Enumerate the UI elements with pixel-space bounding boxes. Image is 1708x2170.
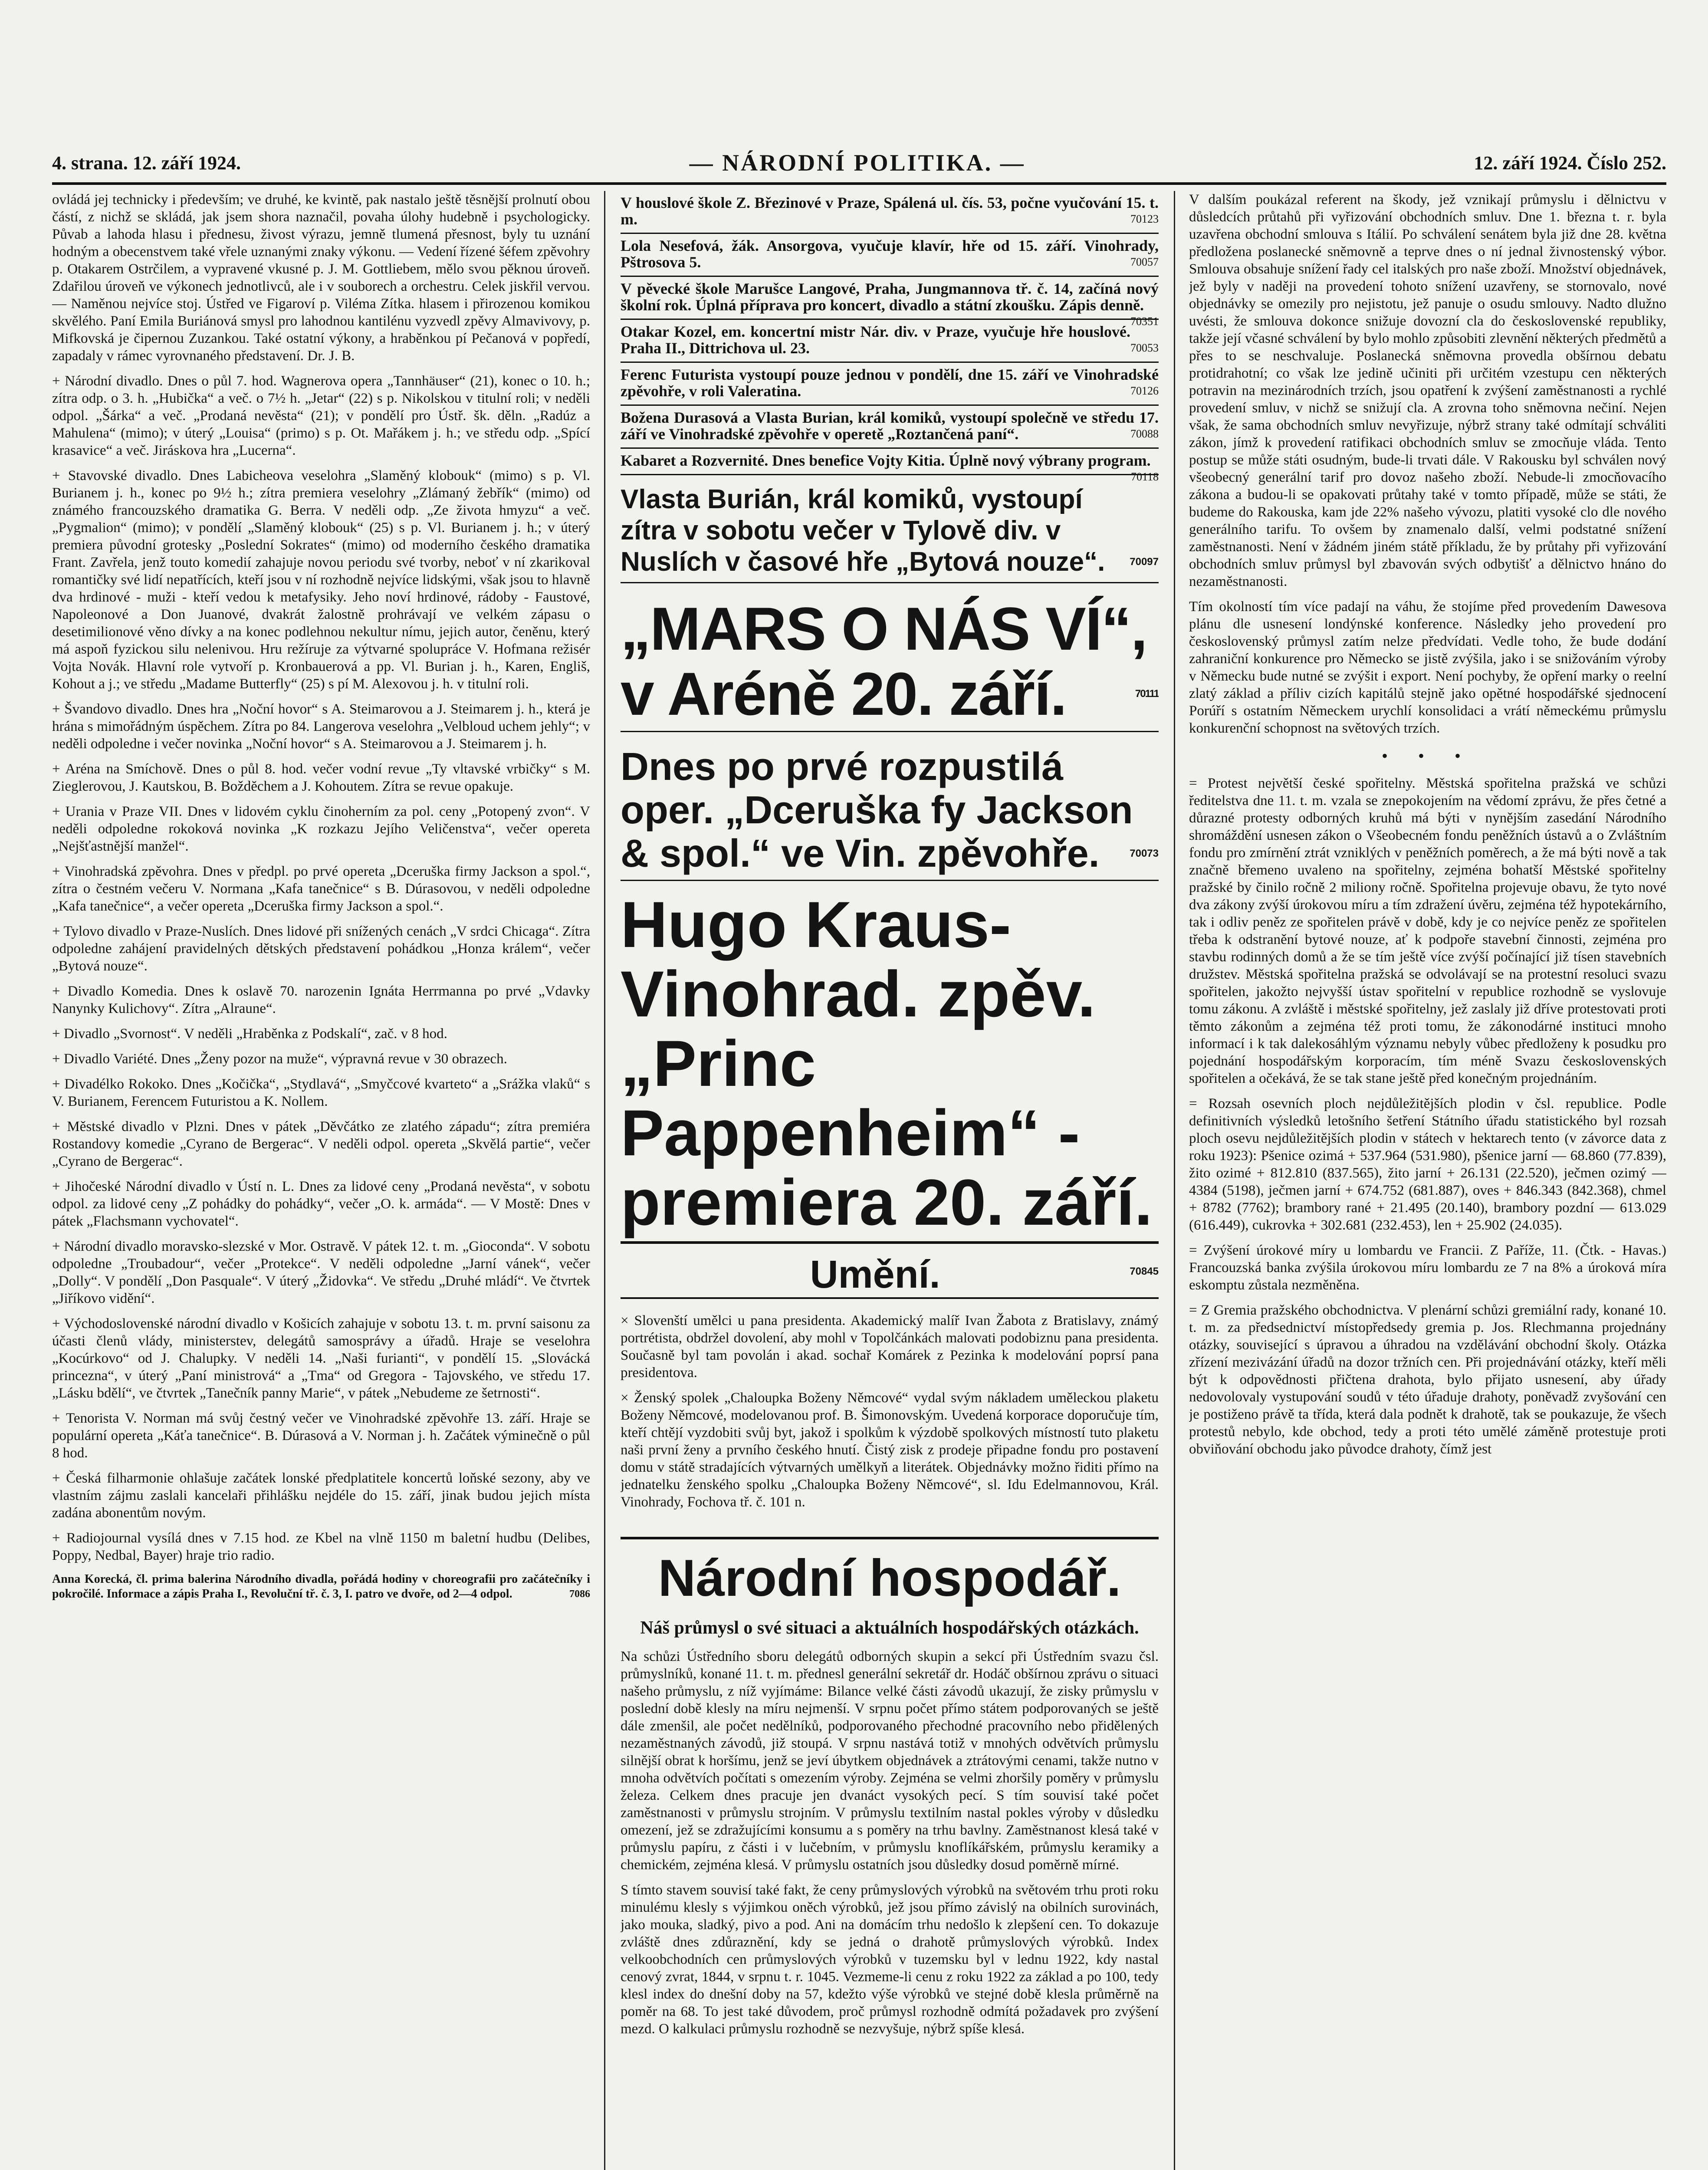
section-title-hospodar: Národní hospodář.: [621, 1537, 1159, 1608]
newspaper-page: [52, 143, 1666, 2170]
classified-ad: [621, 406, 1159, 449]
ad-text: Božena Durasová a Vlasta Burian, král komiků, vystoupí společně ve středu 17. září ve Vinohradské zpěvohře v operetě „Roztančená paní“.: [621, 409, 1159, 443]
article-paragraph: = Protest největší české spořitelny. Městská spořitelna pražská ve schůzi ředitelstva dne 11. t. m. vzala se znepokojením na vědomí zprávu, že přes četné a důrazné protesty odborných kruhů má býti v nynějším zasedání Národního shromáždění usnesen zákon o Všeobecném fondu peněžních ústavů a o Zvláštním fondu pro zmírnění ztrát vzniklých v peněžních poměrech, a že má býti nově a tak značně břemeno uvaleno na spořitelny, zejména bohatší Městské spořitelny pražské by činilo ročně 2 miliony ročně. Spořitelna projevuje obavu, že tyto nové dva zákony zvýší úrokovou míru a tím zdražení úvěru, zejména též hypotekárního, tak i odliv peněz ze spořitelen právě v době, kdy je co nejvíce peněz ze spořitelen třeba k odstranění bytové nouze, ať k podpoře stavební činnosti, zejména pro stavbu rodinných domů a že se tím ještě více zvýší počínající již tísen stavebních družstev. Městská spořitelna pražská se odvolávají se na protestní resoluci svazu spořitelen, jakožto nejvyšší ústav spořitelní v republice rozhodně se vyslovuje tomu zákonu. A zvláště i městské spořitelny, jež zaslaly již dříve protestovati proti těmto zákonům a zejména též proti tomu, že zákonodárné instituci mnoho informací i k tak dalekosáhlým významu nebyly vůbec předloženy k posudku pro pojednání hospodářským korporacím, tím méně Svazu československých spořitelen a očekává, že se tak stane ještě před konečným projednáním.: [1189, 776, 1666, 1086]
ad-number: 70123: [1130, 213, 1159, 225]
ad-text: „MARS O NÁS VÍ“, v Aréně 20. září.: [621, 595, 1147, 728]
article-paragraph: + Švandovo divadlo. Dnes hra „Noční hovor“ s A. Steimarovou a J. Steimarem j. h., která je hrána s mimořádným úspěchem. Zítra po 84. Langerova veselohra „Velbloud uchem jehly“; v neděli odpoledne i večer novinka „Noční hovor“ s A. Steimarovou a J. Steimarem j. h.: [52, 701, 590, 752]
article-paragraph: = Z Gremia pražského obchodnictva. V plenární schůzi gremiální rady, konané 10. t. m. za předsednictví místopředsedy gremia p. Jos. Rlechmanna projednány otázky, související s úpravou a úhradou na vzdělávání obchodní školy. Otázka zřízení mezivázání úřadů na dozor tržních cen. Při projednávání otázky, kteří měli být k odpovědnosti přičtena drahota, bylo přijato usnesení, aby úřady nedovolovaly vystupování soudů v této úřaduje drahoty, poněvadž zvyšování cen je postiženo právě ta třída, která dala podnět k drahotě, tak se poukazuje, že všech protestů nebylo, kde obchod, tedy a proti této umělé záměně protestuje proti obviňování obchodu jako původce drahoty, čímž jest: [1189, 1302, 1666, 1457]
article-paragraph: S tímto stavem souvisí také fakt, že ceny průmyslových výrobků na světovém trhu proti roku minulému klesly s výjimkou oněch výrobků, jež jsou přímo závislý na obilních surovinách, jako mouka, sladký, pivo a pod. Ani na domácím trhu nedošlo k zlepšení cen. To dokazuje zvláště dnes zdůraznění, kdy se jedná o drahotě průmyslových výrobků. Index velkoobchodních cen průmyslových výrobků v tuzemsku byl v lednu 1922, kdy nastal cenový zvrat, 1844, v srpnu t. r. 1045. Vezmeme-li cenu z roku 1922 za základ a po 100, tedy klesl index do dnešní doby na 57, kdežto výše výrobků ve stejné době klesla průměrně na poměr na 68. To jest také důvodem, proč průmysl rozhodně odmítá požadavek pro zvýšení mezd. O kalkulaci průmyslu rozhodně se nezvyšuje, nýbrž spíše klesá.: [621, 1882, 1159, 2037]
article-paragraph: V dalším poukázal referent na škody, jež vznikají průmyslu i dělnictvu v důsledcích průtahů při vyřizování obchodních smluv. Dne 1. března t. r. byla uzavřena obchodní smlouva s Itálií. Po schválení senátem byla již dne 28. května předložena poslanecké sněmovně a teprve dnes o ní jednal živnostenský výbor. Smlouva obsahuje snížení řady cel italských pro naše zboží. Množství objednávek, jež byly v naději na provedení tohoto snížení uzavřeny, se stornovalo, nové objednávky se omezily pro nejistotu, jež panuje o osudu smlouvy. Nadto dlužno uvésti, že smlouva dokonce snižuje dovozní cla do československé republiky, takže její včasné schválení by bylo mohlo způsobiti zlevnění některých předmětů a přes to se neschvaluje. Poslanecká sněmovna provedla obšírnou debatu protidrahotní; co však lze jedině učiniti při určitém vzestupu cen některých potravin na mezinárodních trzích, jsou opatření k zvýšení zaměstnanosti a rychlé provedení smluv, v nichž se snižují cla. A zrovna toho sněmovna nečiní. Nejen však, že sama obchodních smluv nevyřizuje, nýbrž strany také odmítají schváliti zákon, jímž k provedení ratifikaci obchodních smluv se zmocňuje vláda. Tento postup se může státi osudným, bude-li trvati dále. V Rakousku byl schválen nový všeobecný generální tarif pro dovoz našeho zboží. Nebude-li zmocňovacího zákona a budou-li se opakovati průtahy také v tomto případě, může se státi, že budeme do Rakouska, kam jde 22% našeho vývozu, platiti vysoké clo dle nového generálního tarifu. To ovšem by znamenalo další, velmi podstatné snížení zaměstnanosti. Není v žádném jiném státě příkladu, že by průtahy při vyřizování obchodních smluv průmysl byl zbavován svých odbytišť a dělnictvo hnáno do nezaměstnanosti.: [1189, 192, 1666, 589]
classified-ad: [621, 277, 1159, 328]
header-left: 4. strana. 12. září 1924.: [52, 152, 241, 174]
classified-ad: [621, 191, 1159, 234]
article-paragraph: + Stavovské divadlo. Dnes Labicheova veselohra „Slaměný klobouk“ (mimo) s p. Vl. Burianem j. h., konec po 9½ h.; zítra premiera veselohry „Zlámaný žebřík“ (mimo) od známého francouzského dramatika G. Berra. V neděli odp. „Ze života hmyzu“ a več. „Pygmalion“ (mimo); v pondělí „Slaměný klobouk“ (25) s p. Vl. Burianem j. h.; v úterý premiera původní grotesky „Poslední Sokrates“ (mimo) od moderního českého dramatika Frant. Zavřela, jenž touto komedií zahajuje novou periodu své tvorby, neboť v ní zkarikoval romantičky své lidí nepatřících, kteří jsou v ní rozhodně nejvíce lidskými, však jsou to hlavně dva hrdinové - muži - kteří vedou k metafysiky. Jeho noví hrdinové, rádoby - Faustové, Napoleonové a Don Juanové, dvakrát žalostně prohrávají ve velkém zápasu o desetimilionové věno dívky a na konec podlehnou nekultur nímu, jejich autor, čeněnu, který má aspoň fyzickou silu nelenivou. Hru režíruje za výtvarné spolupráce V. Hofmana režisér Vojta Novák. Hlavní role vytvoří p. Kronbauerová a pp. Vl. Burian j. h., Karen, Engliš, Kohout a j.; ve středu „Madame Butterfly“ (25) s pí M. Alexovou j. h. v titulní roli.: [52, 468, 590, 692]
ad-text: Anna Korecká, čl. prima balerina Národního divadla, pořádá hodiny v choreografii pro začátečníky i pokročilé. Informace a zápis Praha I., Revoluční tř. č. 3, I. patro ve dvoře, od 2—4 odpol.: [52, 1572, 590, 1601]
ad-number: 70053: [1130, 342, 1159, 354]
ad-dceruska: [621, 745, 1159, 881]
article-paragraph: + Česká filharmonie ohlašuje začátek lonské předplatitele koncertů loňské sezony, aby ve vlastním zájmu zaslali kancelaři přihlášku nejdéle do 15. září, jinak budou jejich místa zadána abonentům novým.: [52, 1470, 590, 1521]
article-paragraph: + Jihočeské Národní divadlo v Ústí n. L. Dnes za lidové ceny „Prodaná nevěsta“, v sobotu odpol. za lidové ceny „Z pohádky do pohádky“, večer „O. k. armáda“. — V Mostě: Dnes v pátek „Flachsmann vychovatel“.: [52, 1179, 590, 1229]
ad-number: 70351: [1130, 315, 1159, 328]
ad-text: Ferenc Futurista vystoupí pouze jednou v pondělí, dne 15. září ve Vinohradské zpěvohře, v roli Valeratina.: [621, 366, 1159, 400]
ad-text: V pěvecké škole Marušce Langové, Praha, Jungmannova tř. č. 14, začíná nový školní rok. Úplná příprava pro koncert, divadlo a státní zkoušku. Zápis denně.: [621, 280, 1159, 314]
ad-text: Dnes po prvé rozpustilá oper. „Dceruška fy Jackson & spol.“ ve Vin. zpěvohře.: [621, 745, 1133, 875]
article-headline: Náš průmysl o své situaci a aktuálních hospodářských otázkách.: [640, 1618, 1139, 1638]
ad-number: 70073: [1130, 848, 1159, 859]
ad-text: Hugo Kraus-Vinohrad. zpěv. „Princ Pappenheim“ - premiera 20. září.: [621, 888, 1153, 1239]
article-paragraph: + Divadlo Komedia. Dnes k oslavě 70. narozenin Ignáta Herrmanna po prvé „Vdavky Nanynky Kulichovy“. Zítra „Alraune“.: [52, 983, 590, 1016]
article-paragraph: + Urania v Praze VII. Dnes v lidovém cyklu činoherním za pol. ceny „Potopený zvon“. V neděli odpoledne rokoková novinka „K rozkazu Jejího Veličenstva“, večer opereta „Nejšťastnější manžel“.: [52, 804, 590, 854]
article-paragraph: + Divadélko Rokoko. Dnes „Kočička“, „Stydlavá“, „Smyčcové kvarteto“ a „Srážka vlaků“ s V. Burianem, Ferencem Futuristou a K. Nollem.: [52, 1076, 590, 1109]
article-paragraph: + Vinohradská zpěvohra. Dnes v předpl. po prvé opereta „Dceruška firmy Jackson a spol.“, zítra o čestném večeru V. Normana „Kafa tanečnice“ s B. Dúrasovou, v neděli odpoledne „Kafa tanečnice“, a večer opereta „Dceruška firmy Jackson a spol.“.: [52, 864, 590, 914]
classified-ad: [621, 363, 1159, 406]
column-theatre: [52, 191, 590, 2170]
masthead-title: — NÁRODNÍ POLITIKA. —: [689, 150, 1025, 176]
classified-ad: [621, 234, 1159, 277]
ad-number: 70097: [1130, 556, 1159, 568]
header-right: 12. září 1924. Číslo 252.: [1474, 152, 1666, 174]
page-header: [52, 143, 1666, 185]
column-ads-and-arts: [621, 191, 1159, 2170]
article-paragraph: + Národní divadlo. Dnes o půl 7. hod. Wagnerova opera „Tannhäuser“ (21), konec o 10. h.; zítra odp. o 3. h. „Hubička“ a več. o 7½ h. „Jetar“ (22) s p. Nikolskou v titulní roli; v neděli odpol. „Šárka“ a več. „Prodaná nevěsta“ (21); v pondělí pro Ústř. šk. děln. „Radúz a Mahulena“ (mimo); v úterý „Louisa“ (primo) s p. Ot. Mařákem j. h.; ve středu odp. „Spící krasavice“ a več. Jiráskova hra „Lucerna“.: [52, 373, 590, 458]
ad-number: 70126: [1130, 385, 1159, 397]
article-paragraph: + Tenorista V. Norman má svůj čestný večer ve Vinohradské zpěvohře 13. září. Hraje se populární opereta „Káťa tanečnice“. B. Dúrasová a V. Norman j. h. Začátek výminečně o půl 8 hod.: [52, 1410, 590, 1461]
classified-ad: [621, 449, 1159, 483]
ad-number: 70088: [1130, 427, 1159, 440]
ad-text: Lola Nesefová, žák. Ansorgova, vyučuje klavír, hře od 15. září. Vinohrady, Pštrosova 5.: [621, 237, 1159, 271]
ad-text: Vlasta Burián, král komiků, vystoupí zítra v sobotu večer v Tylově div. v Nuslích v časové hře „Bytová nouze“.: [621, 484, 1105, 577]
article-paragraph: + Tylovo divadlo v Praze-Nuslích. Dnes lidové při snížených cenách „V srdci Chicaga“. Zítra odpoledne zahájení pravidelných dětských představení pohádkou „Honza králem“, večer „Bytová nouze“.: [52, 924, 590, 974]
classified-ad: [52, 1572, 590, 1601]
article-paragraph: Tím okolností tím více padají na váhu, že stojíme před provedením Dawesova plánu dle usnesení londýnské konference. Následky jeho provedení pro československý průmysl zatím nelze předvídati. Vedle toho, že bude dodání zahraniční konkurence pro Německo se jistě zvýšila, jako i se snižováním výroby v Německu bude nutné se zvýšit i export. Není pochyby, že opření marky o reelní zlatý základ a příliv cizích kapitálů stejně jako opětné hospodářské sjednocení Porúří s ostatním Německem urychlí konsolidaci a vrátí německému průmyslu konkurenční schopnost na světových trzích.: [1189, 599, 1666, 736]
ad-text: Kabaret a Rozvernité. Dnes benefice Vojty Kitia. Úplně nový výbrany program.: [621, 452, 1151, 469]
section-title-umeni: Umění.: [621, 1253, 1159, 1299]
ad-text: Otakar Kozel, em. koncertní mistr Nár. div. v Praze, vyučuje hře houslové. Praha II., Dittrichova ul. 23.: [621, 323, 1130, 357]
article-paragraph: + Městské divadlo v Plzni. Dnes v pátek „Děvčátko ze zlatého západu“; zítra premiéra Rostandovy komedie „Cyrano de Bergerac“. V neděli odpol. opereta „Skvělá partie“, večer „Cyrano de Bergerac“.: [52, 1119, 590, 1169]
ad-number: 7086: [569, 1588, 590, 1600]
separator-stars: • • •: [1381, 746, 1474, 766]
ad-burian: [621, 484, 1159, 583]
article-paragraph: ovládá jej technicky i především; ve druhé, ke kvintě, pak nastalo ještě těsnější prolnutí obou částí, z nichž se skládá, jak jsem shora naznačil, povaha úlohy hudebně i psychologicky. Půvab a lahoda hlasu i přednesu, živost výrazu, jemně tlumená přesnost, byly tu uznání hodným a obecenstvem také vřele uznanými znaky výkonu. — Vedení řízené šéfem zpěvohry p. Otakarem Ostrčilem, a vypravené vkusné p. J. M. Gottliebem, mělo svou pěknou úroveň. Zdařilou úroveň ve výkonech jednotlivců, ale i v souborech a orchestru. Celek jiskřil vervou. — Naměnou nejvíce stoj. Ústřed ve Figaroví p. Viléma Zítka. hlasem i přirozenou komikou skvělého. Paní Emila Buriánová smysl pro lahodnou kantilénu vyzvedl zpěvy Almavivovy, p. Mifkovská je čipernou Zuzankou. Také ostatní výkony, a hraběnkou pí Pečanová v popředí, zapadaly v rámec vyrovnaného představení. Dr. J. B.: [52, 192, 590, 364]
article-paragraph: = Rozsah osevních ploch nejdůležitějších plodin v čsl. republice. Podle definitivních výsledků letošního šetření Státního úřadu statistického byl rozsah ploch osevu nejdůležitějších plodin v státech v hektarech tento (v závorce data z roku 1923): Pšenice ozimá + 537.964 (531.980), pšenice jarní — 68.860 (77.839), žito ozimé + 812.810 (837.565), žito jarní + 26.131 (22.520), ječmen ozimý — 4384 (5198), ječmen jarní + 674.752 (681.887), oves + 846.343 (842.368), chmel + 8782 (7762); brambory rané + 21.495 (20.140), brambory pozdní — 613.029 (616.449), cukrovka + 302.681 (232.453), len + 25.902 (24.035).: [1189, 1096, 1666, 1233]
article-paragraph: + Národní divadlo moravsko-slezské v Mor. Ostravě. V pátek 12. t. m. „Gioconda“. V sobotu odpoledne „Troubadour“, večer „Protekce“. V neděli odpoledne „Jarní vánek“, večer „Dolly“. V pondělí „Don Pasquale“. V úterý „Židovka“. Ve středu „Druhé mládí“. Ve čtvrtek „Jiříkovo vidění“.: [52, 1239, 590, 1306]
article-paragraph: + Radiojournal vysílá dnes v 7.15 hod. ze Kbel na vlně 1150 m baletní hudbu (Delibes, Poppy, Nedbal, Bayer) hraje trio radio.: [52, 1530, 590, 1563]
classified-ads: [621, 191, 1159, 483]
article-paragraph: + Východoslovenské národní divadlo v Košicích zahajuje v sobotu 13. t. m. první saisonu za účasti členů vlády, ministerstev, delegátů samosprávy a úřadů. Hraje se veselohra „Kocúrkovo“ od J. Chalupky. V neděli 14. „Naši furianti“, v pondělí 15. „Slovácká princezna“, v úterý „Paní ministrová“ a „Tma“ od Gregora - Tajovského, ve středu 17. „Lásku bdělí“, ve čtvrtek „Tanečník panny Marie“, v pátek „Nebudeme ze šetrnosti“.: [52, 1316, 590, 1401]
classified-ad: [621, 320, 1159, 363]
ad-mars: [621, 596, 1159, 732]
article-paragraph: × Slovenští umělci u pana presidenta. Akademický malíř Ivan Žabota z Bratislavy, známý portrétista, obdržel dovolení, aby mohl v Topolčánkách malovati podobiznu pana presidenta. Současně byl tam povolán i akad. sochař Komárek z Pezinka k modelování poprsí pana presidentova.: [621, 1313, 1159, 1381]
article-paragraph: + Divadlo „Svornost“. V neděli „Hraběnka z Podskalí“, zač. v 8 hod.: [52, 1026, 447, 1042]
ad-number: 70057: [1130, 256, 1159, 268]
ad-text: V houslové škole Z. Březinové v Praze, Spálená ul. čís. 53, počne vyučování 15. t. m.: [621, 194, 1159, 228]
column-rule: [604, 191, 605, 2170]
article-paragraph: + Divadlo Variété. Dnes „Ženy pozor na muže“, výpravná revue v 30 obrazech.: [52, 1051, 507, 1067]
article-paragraph: × Ženský spolek „Chaloupka Boženy Němcové“ vydal svým nákladem uměleckou plaketu Boženy Němcové, modelovanou prof. B. Šimonovským. Uvedená korporace doporučuje tím, kteří chtějí vyzdobiti svůj byt, jakož i spolkům k výzdobě spolkových místností tuto plaketu naši první ženy a prvního českého hnutí. Čistý zisk z prodeje připadne fondu pro postavení domu v státě stradajících výtvarných umělkyň a literátek. Objednávky možno řiditi přímo na jednatelku ženského spolku „Chaloupka Boženy Němcové“, sl. Idu Edelmannovou, Král. Vinohrady, Fochova tř. č. 101 n.: [621, 1390, 1159, 1510]
article-paragraph: = Zvýšení úrokové míry u lombardu ve Francii. Z Paříže, 11. (Čtk. - Havas.) Francouzská banka zvýšila úrokovou míru lombardu ze 7 na 8% a úroková míra eskomptu zůstala nezměněna.: [1189, 1243, 1666, 1293]
article-paragraph: Na schůzi Ústředního sboru delegátů odborných skupin a sekcí při Ústředním svazu čsl. průmyslníků, konané 11. t. m. přednesl generální sekretář dr. Hodáč obšírnou zprávu o situaci našeho průmyslu, z níž vyjímáme: Bilance velké části závodů ukazují, že zisky průmyslu v poslední době klesly na míru nejmenší. V srpnu počet přímo státem podporovaných se ještě dále zmenšil, ale počet nedělníků, podporovaného přechodné pracovního nebo přidělených nezaměstnaných závodů, již stoupá. V srpnu nastává totiž v mnohých odvětvích průmyslu silnější obrat k horšímu, jenž se jeví úbytkem objednávek a ztrátovými cenami, takže nutno v mnoha odvětvích počítati s omezením výroby. Zejména se velmi zhoršily poměry v průmyslu železa. Celkem dnes pracuje jen dvanáct vysokých pecí. S tím souvisí také počet zaměstnanosti v průmyslu strojním. V průmyslu textilním nastal pokles výroby v důsledku omezení, jež se zdražujícími konsumu a s poměry na trhu bavlny. Zaměstnanost klesá také v průmyslu papíru, z části i v lučebním, v průmyslu knoflíkářském, průmyslu keramiky a chemickém, zejména klesá. V průmyslu ostatních jsou důsledky dosud poměrně mírné.: [621, 1649, 1159, 1873]
ad-number: 70111: [1135, 688, 1159, 700]
column-rule: [1174, 191, 1175, 2170]
ad-number: 70845: [1130, 1266, 1159, 1277]
article-paragraph: + Aréna na Smíchově. Dnes o půl 8. hod. večer vodní revue „Ty vltavské vrbičky“ s M. Zieglerovou, J. Kautskou, B. Boždĕchem a J. Kohoutem. Zítra se revue opakuje.: [52, 761, 590, 794]
column-economy: [1189, 191, 1666, 2170]
ad-number: 70118: [1130, 470, 1159, 483]
